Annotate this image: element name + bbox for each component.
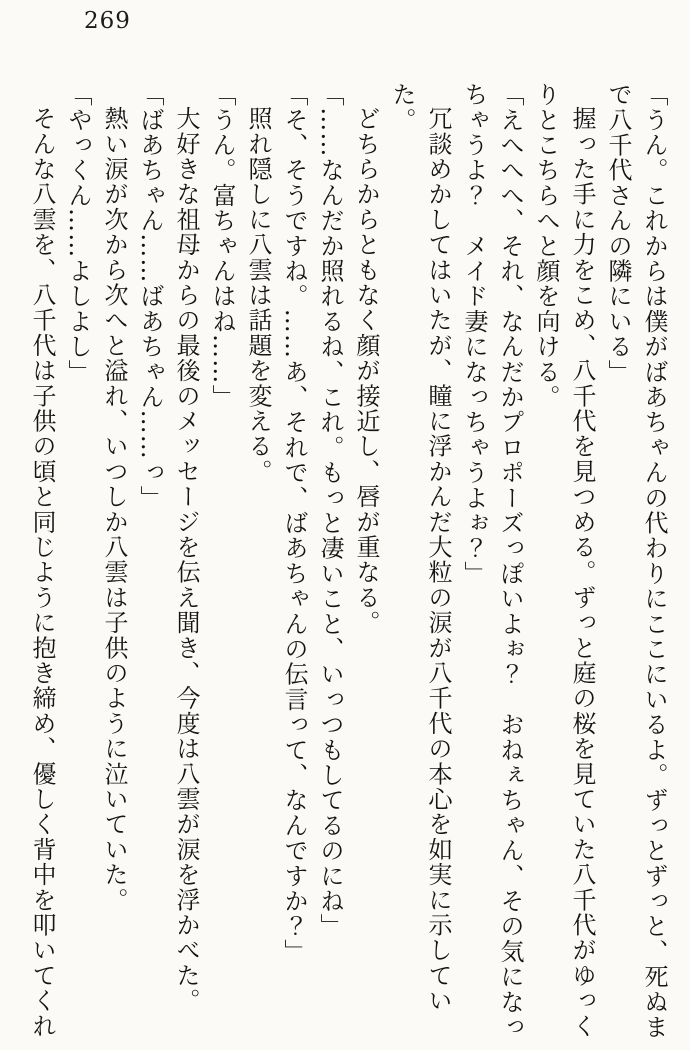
paragraph: 大好きな祖母からの最後のメッセージを伝え聞き、今度は八雲が涙を浮かべた。 bbox=[172, 106, 200, 1014]
paragraph: 握った手に力をこめ、八千代を見つめる。ずっと庭の桜を見ていた八千代がゆっくりとこちらへと顔を向ける。 bbox=[532, 82, 596, 1039]
paragraph: どちらからともなく顔が接近し、唇が重なる。 bbox=[352, 106, 380, 636]
paragraph: 冗談めかしてはいたが、瞳に浮かんだ大粒の涙が八千代の本心を如実に示していた。 bbox=[388, 82, 452, 1014]
vertical-text-block bbox=[24, 82, 672, 1044]
paragraph: 「うん。これからは僕がばあちゃんの代わりにここにいるよ。ずっとずっと、死ぬまで八千代さんの隣にいる」 bbox=[604, 82, 668, 1040]
paragraph: 「うん。富ちゃんはね……」 bbox=[208, 82, 236, 410]
paragraph: そんな八雲を、八千代は子供の頃と同じように抱き締め、優しく背中を叩いてくれ bbox=[28, 106, 56, 1039]
paragraph: 熱い涙が次から次へと溢れ、いつしか八雲は子供のように泣いていた。 bbox=[100, 106, 128, 913]
page-number: 269 bbox=[84, 8, 131, 34]
paragraph: 照れ隠しに八雲は話題を変える。 bbox=[244, 106, 272, 484]
paragraph: 「やっくん……よしよし」 bbox=[64, 82, 92, 385]
paragraph: 「そ、そうですね。……あ、それで、ばあちゃんの伝言って、なんですか？」 bbox=[280, 82, 308, 964]
paragraph: 「……なんだか照れるね、これ。もっと凄いこと、いっつもしてるのにね」 bbox=[316, 82, 344, 939]
paragraph: 「ばあちゃん……ばあちゃん……っ」 bbox=[136, 82, 164, 511]
paragraph: 「えへへへ、それ、なんだかプロポーズっぽいよぉ？ おねぇちゃん、その気になっちゃうよ？ メイド妻になっちゃうよぉ？」 bbox=[460, 82, 524, 1040]
